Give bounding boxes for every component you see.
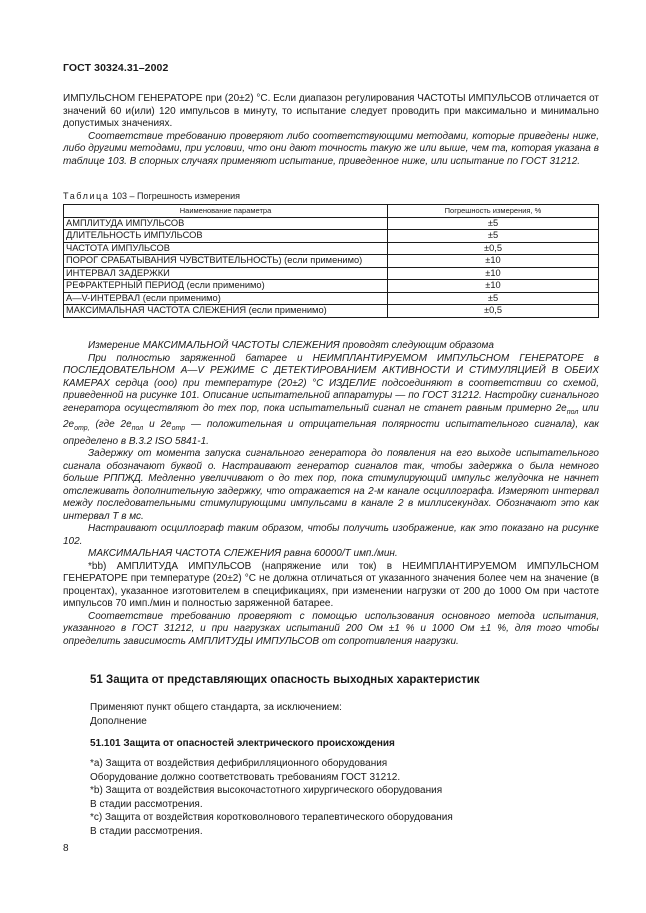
table-row (64, 292, 599, 305)
section-51101-line: В стадии рассмотрения. (90, 798, 203, 810)
section-51-title: 51 Защита от представляющих опасность выходных характеристик (90, 674, 480, 686)
row-error: ±10 (388, 267, 599, 280)
method-paragraph-4: Настраивают осциллограф таким образом, чтобы получить изображение, как это показано на рисунке 102. (63, 523, 599, 547)
row-error: ±5 (388, 230, 599, 243)
row-error: ±0,5 (388, 242, 599, 255)
section-51101-line: *b) Защита от воздействия высокочастотного хирургического оборудования (90, 785, 443, 796)
row-error: ±10 (388, 280, 599, 293)
intro-block (63, 93, 599, 168)
section-51101-line: Оборудование должно соответствовать требованиям ГОСТ 31212. (90, 771, 401, 783)
row-error: ±10 (388, 255, 599, 268)
method-paragraph-1: Измерение МАКСИМАЛЬНОЙ ЧАСТОТЫ СЛЕЖЕНИЯ проводят следующим образома (88, 340, 494, 351)
table-row (64, 280, 599, 293)
section-51101-title: 51.101 Защита от опасностей электрического происхождения (90, 738, 395, 749)
row-parameter: МАКСИМАЛЬНАЯ ЧАСТОТА СЛЕЖЕНИЯ (если применимо) (64, 305, 388, 318)
row-parameter: ЧАСТОТА ИМПУЛЬСОВ (64, 242, 388, 255)
section-51-line: Применяют пункт общего стандарта, за исключением: (90, 702, 342, 713)
row-error: ±5 (388, 217, 599, 230)
table-header-row (64, 205, 599, 218)
section-51101-body (90, 757, 453, 838)
section-51-line: Дополнение (90, 715, 147, 727)
section-51101-line: *а) Защита от воздействия дефибрилляционного оборудования (90, 758, 388, 769)
method-paragraph-3: Задержку от момента запуска сигнального генератора до появления на его выходе испытательного сигнала обозначают буквой о. Настраивают генератор сигналов так, чтобы задержка о была немного больше РППЖД. Медленно увеличивают о до тех пор, пока стимулирующий импульс желудочка не начнет отслеживать дополнительную задержку, что отражается на 2-м канале осциллографа. Измеряют интервал между последовательными стимулирующими импульсами в канале 2 в миллисекундах. Обозначают это как интервал Т в мс. (63, 448, 599, 522)
table-row (64, 255, 599, 268)
method-paragraph-5: МАКСИМАЛЬНАЯ ЧАСТОТА СЛЕЖЕНИЯ равна 60000/Т имп./мин. (88, 548, 398, 559)
row-parameter: А—V-ИНТЕРВАЛ (если применимо) (64, 292, 388, 305)
row-parameter: ПОРОГ СРАБАТЫВАНИЯ ЧУВСТВИТЕЛЬНОСТЬ) (если применимо) (64, 255, 388, 268)
section-51101-line: *с) Защита от воздействия коротковолнового терапевтического оборудования (90, 812, 453, 823)
section-51-body (90, 701, 342, 728)
intro-paragraph-2: Соответствие требованию проверяют либо соответствующими методами, которые приведены ниже, либо другими методами, при условии, что они дают точность такую же или выше, чем та, которая указана в таблице 103. В спорных случаях применяют испытание, приведенное ниже, или испытание по ГОСТ 31212. (63, 130, 599, 167)
row-parameter: ИНТЕРВАЛ ЗАДЕРЖКИ (64, 267, 388, 280)
document-code: ГОСТ 30324.31–2002 (63, 62, 169, 74)
row-error: ±0,5 (388, 305, 599, 318)
method-block (63, 340, 599, 648)
row-error: ±5 (388, 292, 599, 305)
measurement-error-table (63, 204, 599, 318)
method-paragraph-2: При полностью заряженной батарее и НЕИМПЛАНТИРУЕМОМ ИМПУЛЬСНОМ ГЕНЕРАТОРЕ в ПОСЛЕДОВАТЕЛЬНОМ А—V РЕЖИМЕ С ДЕТЕКТИРОВАНИЕМ АКТИВНОСТИ И СТИМУЛЯЦИЕЙ В ОБЕИХ КАМЕРАХ сердца (ооо) при температуре (20±2) °С ИЗДЕЛИЕ подсоединяют в соответствии со схемой, приведенной на рисунке 101. Описание испытательной аппаратуры — по ГОСТ 31212. Настройку сигнального генератора осуществляют до тех пор, пока испытательный сигнал не станет равным примерно $2е_{пол}$ или $2е_{отр,}$ (где $2е_{пол}$ и $2е_{отр}$ — положительная и отрицательная полярности испытательного сигнала), как определено в В.3.2 ISO 5841-1. (63, 352, 599, 447)
intro-paragraph-1: ИМПУЛЬСНОМ ГЕНЕРАТОРЕ при (20±2) °С. Если диапазон регулирования ЧАСТОТЫ ИМПУЛЬСОВ отличается от значений 60 и(или) 120 импульсов в минуту, то испытание следует проводить при максимально и минимально допустимых значениях. (63, 93, 599, 129)
row-parameter: РЕФРАКТЕРНЫЙ ПЕРИОД (если применимо) (64, 280, 388, 293)
table-row (64, 305, 599, 318)
method-paragraph-6: *bb) АМПЛИТУДА ИМПУЛЬСОВ (напряжение или ток) в НЕИМПЛАНТИРУЕМОМ ИМПУЛЬСНОМ ГЕНЕРАТОРЕ при температуре (20±2) °С не должна отличаться от указанного значения более чем на значение (в процентах), указанное изготовителем в спецификациях, при изменении нагрузки от 200 до 1000 Ом при частоте импульсов 70 имп./мин и полностью заряженной батарее. (63, 560, 599, 609)
row-parameter: ДЛИТЕЛЬНОСТЬ ИМПУЛЬСОВ (64, 230, 388, 243)
table-caption (63, 191, 240, 201)
table-row (64, 242, 599, 255)
table-row (64, 230, 599, 243)
row-parameter: АМПЛИТУДА ИМПУЛЬСОВ (64, 217, 388, 230)
method-paragraph-7: Соответствие требованию проверяют с помощью использования основного метода испытания, указанного в ГОСТ 31212, и при нагрузках испытаний 200 Ом ±1 % и 1000 Ом ±1 %, для того чтобы определить зависимость АМПЛИТУДЫ ИМПУЛЬСОВ от сопротивления нагрузки. (63, 610, 599, 647)
table-header-parameter: Наименование параметра (64, 205, 388, 218)
table-row (64, 217, 599, 230)
table-row (64, 267, 599, 280)
table-caption-rest: 103 – Погрешность измерения (109, 191, 241, 201)
table-header-error: Погрешность измерения, % (388, 205, 599, 218)
table-caption-word: Таблица (63, 191, 110, 201)
section-51101-line: В стадии рассмотрения. (90, 825, 203, 837)
page-number: 8 (63, 843, 69, 854)
